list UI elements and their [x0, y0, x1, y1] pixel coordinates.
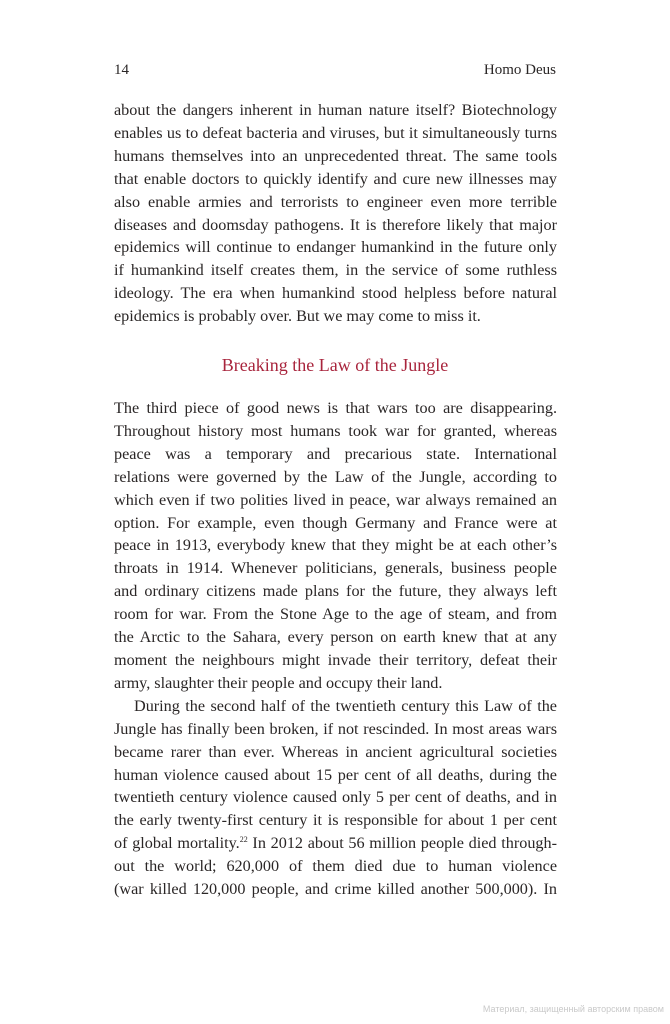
running-head-title: Homo Deus: [483, 62, 556, 78]
text-line: the Arctic to the Sahara, every person on earth knew that at any: [114, 628, 557, 647]
paragraph-epidemics: [114, 99, 557, 328]
text-line: humans themselves into an unprecedented threat. The same tools: [114, 146, 557, 165]
text-line: [114, 832, 557, 855]
text-line: throats in 1914. Whenever politicians, generals, business people: [114, 559, 557, 578]
text-line: which even if two polities lived in peace, war always remained an: [114, 490, 557, 509]
text-line: moment the neighbours might invade their territory, defeat their: [114, 650, 557, 669]
text-line: if humankind itself creates them, in the service of some ruthless: [114, 261, 557, 280]
section-heading: Breaking the Law of the Jungle: [221, 355, 449, 375]
text-line: enables us to defeat bacteria and viruses, but it simultaneously turns: [114, 123, 557, 142]
text-line: peace was a temporary and precarious state. International: [114, 444, 557, 463]
text-line: human violence caused about 15 per cent of all deaths, during the: [114, 765, 557, 784]
text-line: (war killed 120,000 people, and crime killed another 500,000). In: [114, 880, 557, 899]
text-line: the early twenty-first century it is responsible for about 1 per cent: [114, 811, 557, 830]
text-line: epidemics is probably over. But we may come to miss it.: [114, 307, 481, 326]
text-line: that enable doctors to quickly identify and cure new illnesses may: [114, 169, 557, 188]
text-line: Jungle has finally been broken, if not rescinded. In most areas wars: [114, 719, 557, 738]
text-line: twentieth century violence caused only 5 per cent of deaths, and in: [114, 788, 557, 807]
text-line: became rarer than ever. Whereas in ancient agricultural societies: [114, 742, 557, 761]
footnote-reference[interactable]: 22: [239, 835, 248, 845]
text-line: and ordinary citizens made plans for the future, they always left: [114, 582, 557, 601]
text-line: Throughout history most humans took war for granted, whereas: [114, 421, 557, 440]
text-line: army, slaughter their people and occupy their land.: [114, 673, 443, 692]
text-line: out the world; 620,000 of them died due to human violence: [114, 857, 557, 876]
text-line: ideology. The era when humankind stood helpless before natural: [114, 284, 557, 303]
text-line: The third piece of good news is that wars too are disappearing.: [114, 399, 557, 417]
text-line: also enable armies and terrorists to engineer even more terrible: [114, 192, 557, 211]
text-line: about the dangers inherent in human nature itself? Biotechnology: [114, 101, 557, 119]
copyright-watermark: Материал, защищенный авторским правом: [482, 1004, 664, 1014]
text-line: relations were governed by the Law of the Jungle, according to: [114, 467, 557, 486]
text-line: room for war. From the Stone Age to the age of steam, and from: [114, 605, 557, 624]
text-line: epidemics will continue to endanger humankind in the future only: [114, 238, 557, 257]
section-body: [114, 397, 557, 901]
page-number: 14: [114, 62, 129, 78]
text-line: diseases and doomsday pathogens. It is therefore likely that major: [114, 215, 557, 234]
text-segment: of global mortality.: [114, 834, 240, 853]
text-line: During the second half of the twentieth century this Law of the: [134, 696, 557, 715]
text-line: option. For example, even though Germany and France were at: [114, 513, 557, 532]
text-segment: In 2012 about 56 million people died through-: [247, 834, 557, 853]
text-line: peace in 1913, everybody knew that they might be at each other’s: [114, 536, 557, 555]
